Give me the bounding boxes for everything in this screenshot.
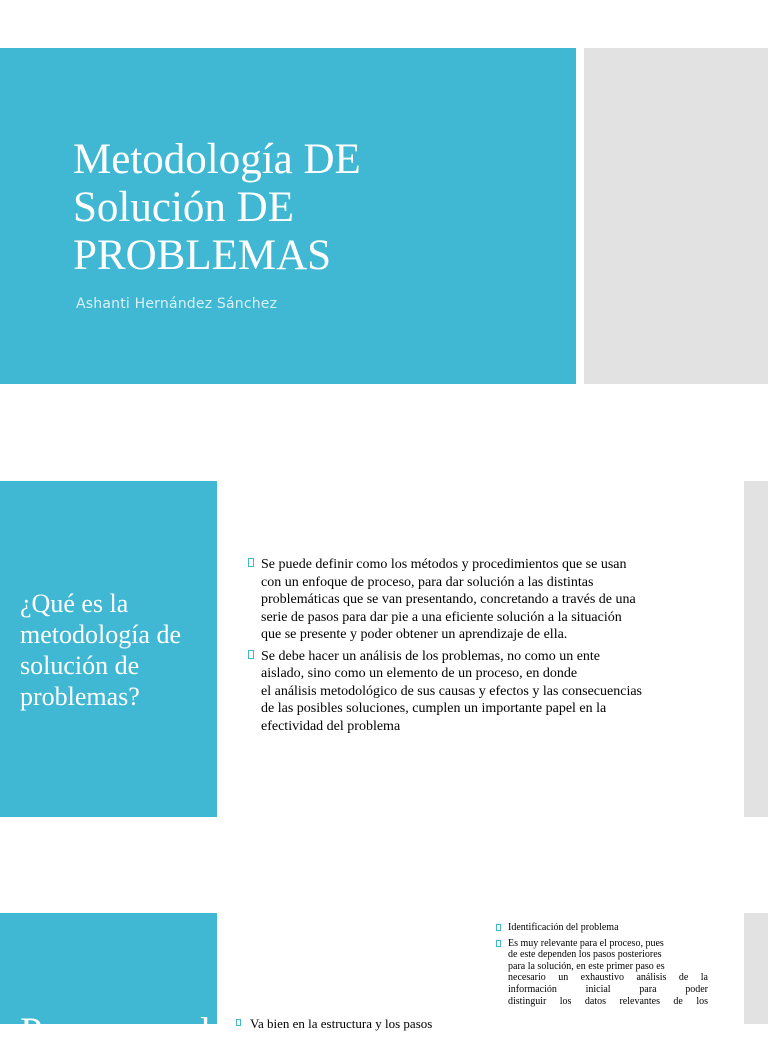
slide3-list <box>496 922 708 1011</box>
title-line: Metodología DE <box>73 136 361 183</box>
slide1-side-panel <box>584 48 768 384</box>
list-line: Es muy relevante para el proceso, pues <box>508 937 664 949</box>
bullet-line: de las posibles soluciones, cumplen un importante papel en la <box>261 701 607 716</box>
slide3-heading-partial: Pasos para la <box>20 1009 229 1054</box>
heading-line: solución de <box>20 651 140 680</box>
bullet-line: Se debe hacer un análisis de los problemas, no como un ente <box>261 648 601 664</box>
title-line: Solución DE <box>73 184 294 231</box>
list-line: información inicial para poder <box>508 983 708 995</box>
bullet-line: Se puede definir como los métodos y procedimientos que se usan <box>261 557 627 572</box>
bullet-line: que se presente y poder obtener un aprendizaje de ella. <box>261 627 568 642</box>
list-line: distinguir los datos relevantes de los <box>508 995 708 1007</box>
heading-line: ¿Qué es la <box>20 589 129 618</box>
slide1-title <box>73 136 553 280</box>
bullet-square-icon <box>248 558 254 567</box>
bullet-line: aislado, sino como un elemento de un proceso, en donde <box>261 666 578 681</box>
bullet-line: efectividad del problema <box>261 718 401 734</box>
heading-line: metodología de <box>20 620 182 649</box>
partial-line: Va bien en la estructura y los pasos <box>250 1016 433 1031</box>
bullet-square-icon <box>236 1019 241 1026</box>
bullet-square-icon <box>496 924 501 931</box>
bullet-line: problemáticas que se van presentando, concretando a través de una <box>261 592 636 607</box>
slide2-body <box>248 556 718 739</box>
list-line: Identificación del problema <box>508 922 619 933</box>
list-line: de este dependen los pasos posteriores <box>508 949 662 961</box>
slide2-side-panel <box>744 481 768 817</box>
bullet-item <box>248 648 718 736</box>
list-line: necesario un exhaustivo análisis de la <box>508 972 708 984</box>
heading-line: problemas? <box>20 682 140 711</box>
slide2-heading <box>20 588 210 712</box>
bullet-square-icon <box>496 940 501 947</box>
bullet-line: el análisis metodológico de sus causas y efectos y las consecuencias <box>261 683 642 699</box>
bullet-item <box>248 556 718 644</box>
slide3-side-panel <box>744 913 768 1024</box>
list-line: para la solución, en este primer paso es <box>508 960 665 972</box>
list-item <box>496 938 708 1008</box>
title-line: PROBLEMAS <box>73 232 332 279</box>
slide3-heading-panel <box>0 913 217 1024</box>
bullet-square-icon <box>248 650 254 659</box>
author-subtitle: Ashanti Hernández Sánchez <box>76 296 278 312</box>
list-item <box>496 922 708 934</box>
bullet-line: con un enfoque de proceso, para dar solución a las distintas <box>261 574 594 590</box>
bullet-line: serie de pasos para dar pie a una eficiente solución a la situación <box>261 609 622 625</box>
slide3-text-partial <box>250 1016 432 1032</box>
